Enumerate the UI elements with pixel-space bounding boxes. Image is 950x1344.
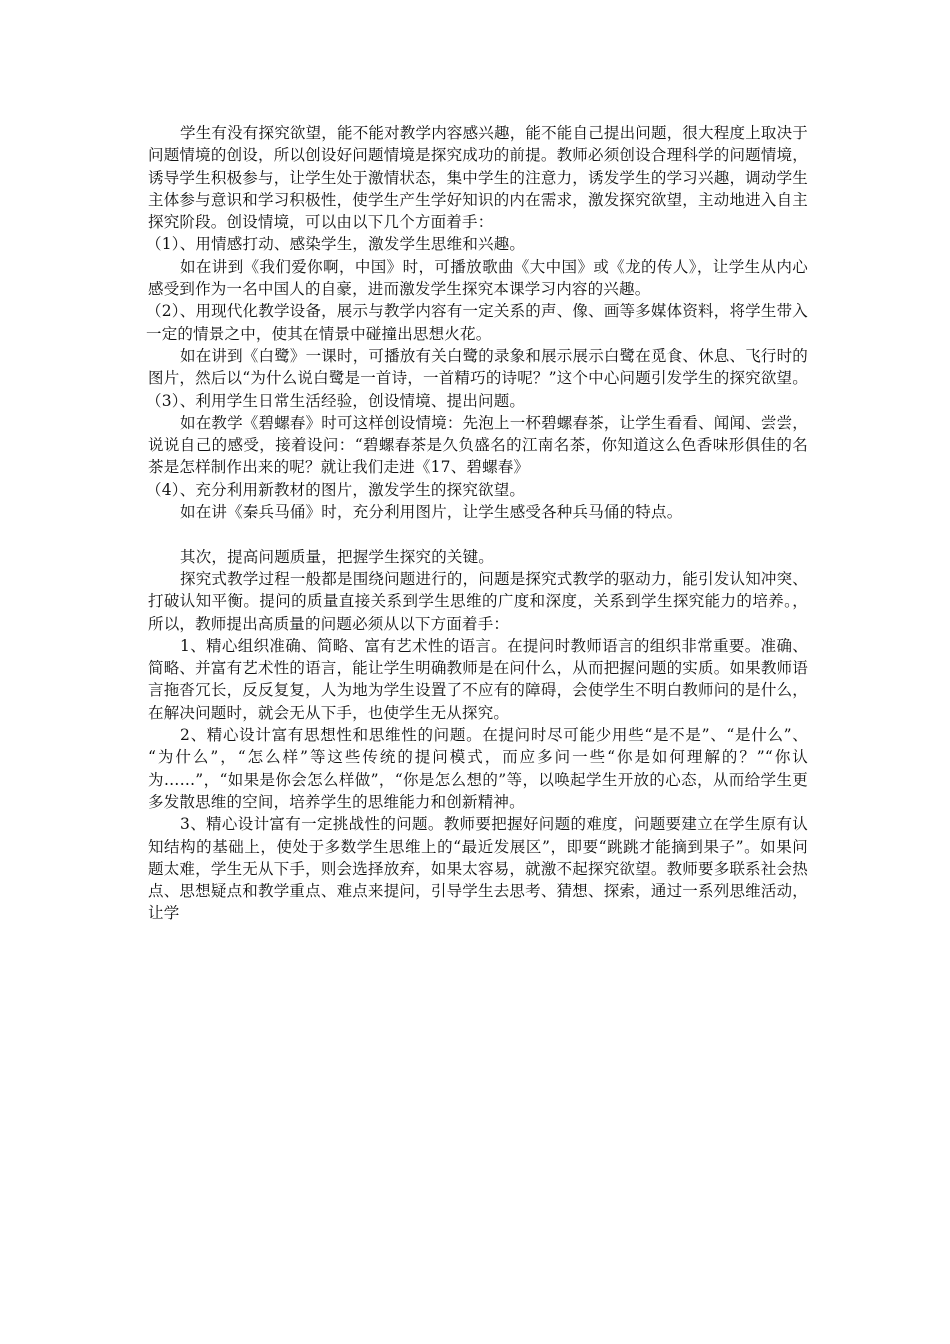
paragraph: 学生有没有探究欲望，能不能对教学内容感兴趣，能不能自己提出问题，很大程度上取决于问题情境的创设，所以创设好问题情境是探究成功的前提。教师必须创设合理科学的问题情境，诱导学生积极参与，让学生处于激情状态，集中学生的注意力，诱发学生的学习兴趣，调动学生主体参与意识和学习积极性，使学生产生学好知识的内在需求，激发探究欲望，主动地进入自主探究阶段。创设情境，可以由以下几个方面着手：	[148, 124, 809, 232]
paragraph: 如在讲到《我们爱你啊，中国》时，可播放歌曲《大中国》或《龙的传人》，让学生从内心感受到作为一名中国人的自豪，进而激发学生探究本课学习内容的兴趣。	[148, 257, 808, 299]
list-heading: （3）、利用学生日常生活经验，创设情境、提出问题。	[146, 391, 526, 410]
document-page	[148, 122, 808, 925]
list-heading: （1）、用情感打动、感染学生，激发学生思维和兴趣。	[146, 235, 526, 254]
blank-line	[148, 523, 808, 545]
list-heading: （4）、充分利用新教材的图片，激发学生的探究欲望。	[146, 480, 526, 499]
paragraph: 如在教学《碧螺春》时可这样创设情境：先泡上一杯碧螺春茶，让学生看看、闻闻、尝尝，说说自己的感受，接着设问：“碧螺春茶是久负盛名的江南名茶，你知道这么色香味形俱佳的名茶是怎样制作出来的呢？就让我们走进《17、碧螺春》	[148, 413, 809, 477]
list-heading: （2）、用现代化教学设备，展示与教学内容有一定关系的声、像、画等多媒体资料，将学生带入一定的情景之中，使其在情景中碰撞出思想火花。	[146, 302, 808, 343]
paragraph: 如在讲《秦兵马俑》时，充分利用图片，让学生感受各种兵马俑的特点。	[180, 503, 683, 522]
paragraph: 3、精心设计富有一定挑战性的问题。教师要把握好问题的难度，问题要建立在学生原有认知结构的基础上，使处于多数学生思维上的“最近发展区”，即要“跳跳才能摘到果子”。如果问题太难，学生无从下手，则会选择放弃，如果太容易，就激不起探究欲望。教师要多联系社会热点、思想疑点和教学重点、难点来提问，引导学生去思考、猜想、探索，通过一系列思维活动，让学	[148, 815, 808, 923]
paragraph: 1、精心组织准确、简略、富有艺术性的语言。在提问时教师语言的组织非常重要。准确、简略、并富有艺术性的语言，能让学生明确教师是在问什么，从而把握问题的实质。如果教师语言拖沓冗长，反反复复，人为地为学生设置了不应有的障碍，会使学生不明白教师问的是什么，在解决问题时，就会无从下手，也使学生无从探究。	[148, 636, 808, 722]
paragraph: 如在讲到《白鹭》一课时，可播放有关白鹭的录象和展示展示白鹭在觅食、休息、飞行时的图片，然后以“为什么说白鹭是一首诗，一首精巧的诗呢？”这个中心问题引发学生的探究欲望。	[148, 346, 809, 388]
paragraph: 探究式教学过程一般都是围绕问题进行的，问题是探究式教学的驱动力，能引发认知冲突、打破认知平衡。提问的质量直接关系到学生思维的广度和深度，关系到学生探究能力的培养。，所以，教师提出高质量的问题必须从以下方面着手：	[148, 569, 809, 633]
paragraph: 2、精心设计富有思想性和思维性的问题。在提问时尽可能少用些“是不是”、“是什么”、 “为什么”，“怎么样”等这些传统的提问模式，而应多问一些“你是如何理解的？”“你认为……”，“如果是你会怎么样做”，“你是怎么想的”等，以唤起学生开放的心态，从而给学生更多发散思维的空间，培养学生的思维能力和创新精神。	[148, 726, 808, 811]
section-heading: 其次，提高问题质量，把握学生探究的关键。	[180, 547, 495, 566]
